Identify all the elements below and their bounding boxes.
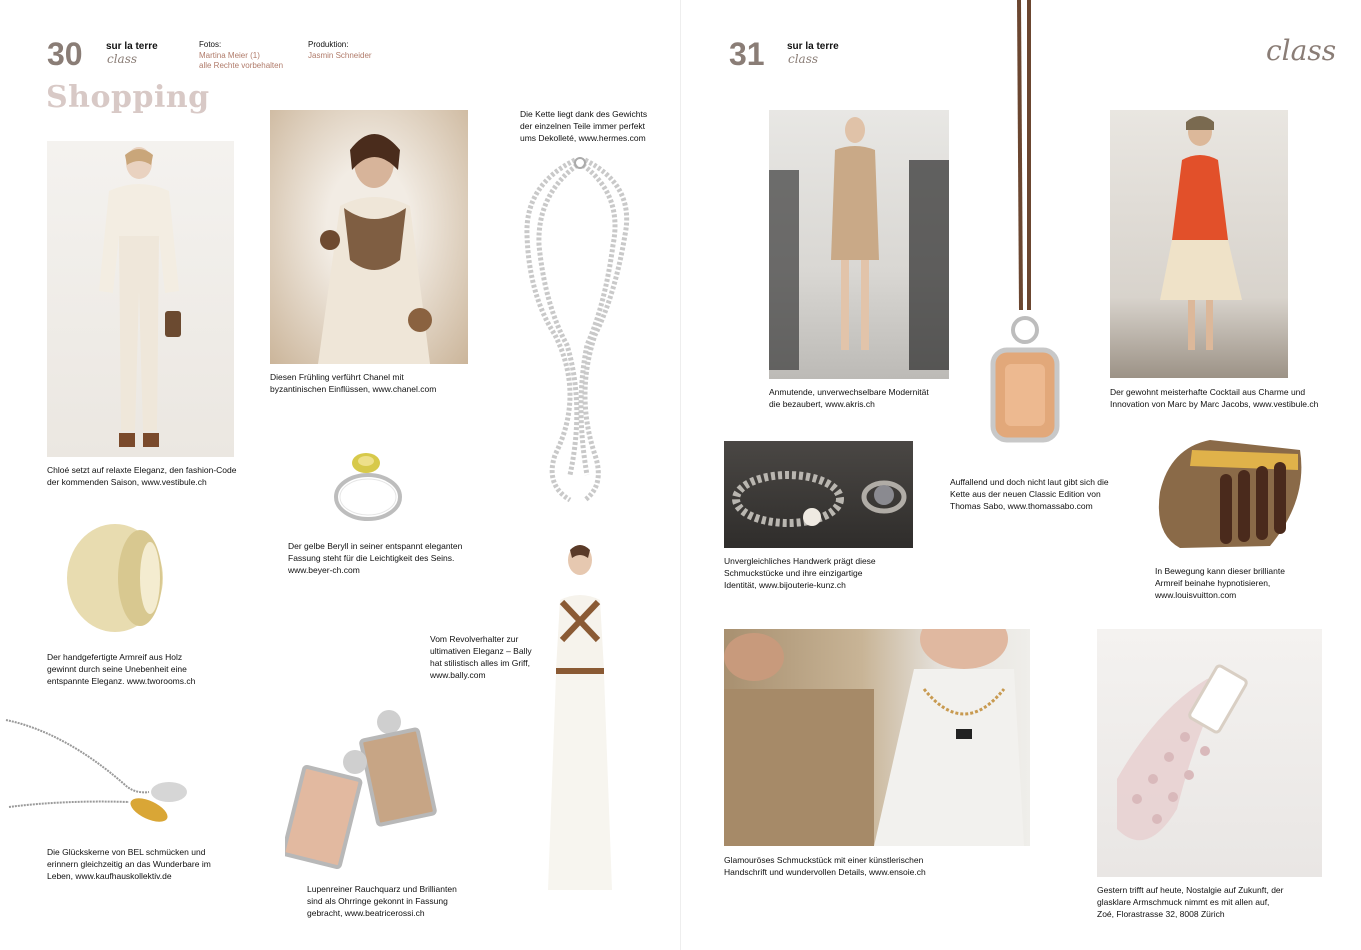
photo-credit-line1: Martina Meier (1) [199,51,260,60]
caption-line: Gestern trifft auf heute, Nostalgie auf Zukunft, der [1097,885,1284,895]
caption-line: In Bewegung kann dieser brilliante [1155,566,1285,576]
caption-sabo [950,476,1109,512]
caption-line: gewinnt durch seine Unebenheit eine [47,664,187,674]
caption-line: Unvergleichliches Handwerk prägt diese [724,556,876,566]
caption-line: www.louisvuitton.com [1155,590,1237,600]
caption-line: Innovation von Marc by Marc Jacobs, www.vestibule.ch [1110,399,1319,409]
magazine-sub-left: class [107,52,138,66]
page-number-right: 31 [729,36,765,72]
caption-bally [430,633,532,681]
sabo-pendant-photo [985,0,1065,450]
class-logo: class [1266,34,1337,67]
caption-line: byzantinischen Einflüssen, www.chanel.com [270,384,437,394]
magazine-sub-right: class [788,52,819,66]
marc-jacobs-runway-photo [1110,110,1288,378]
photo-credit-line2: alle Rechte vorbehalten [199,61,284,70]
kunz-rings-photo [724,441,913,548]
hermes-necklace-photo [515,155,645,505]
caption-line: ums Dekolleté, www.hermes.com [520,133,646,143]
caption-line: Auffallend und doch nicht laut gibt sich die [950,477,1109,487]
caption-line: www.beyer-ch.com [288,565,360,575]
caption-lv [1155,565,1285,601]
caption-line: der kommenden Saison, www.vestibule.ch [47,477,207,487]
caption-line: Chloé setzt auf relaxte Eleganz, den fashion-Code [47,465,237,475]
caption-line: Handschrift und wundervollen Details, www.ensoie.ch [724,867,926,877]
caption-line: Die Glückskerne von BEL schmücken und [47,847,206,857]
caption-line: Armreif beinahe hypnotisieren, [1155,578,1271,588]
caption-line: Schmuckstücke und ihre einzigartige [724,568,863,578]
caption-line: entspannte Eleganz. www.tworooms.ch [47,676,196,686]
wood-bangle-photo [60,520,170,640]
caption-line: Der handgefertigte Armreif aus Holz [47,652,183,662]
caption-hermes [520,108,647,144]
caption-marc [1110,386,1318,410]
caption-line: glasklare Armschmuck nimmt es mit allen auf, [1097,897,1270,907]
beyer-ring-photo [330,445,410,525]
rossi-earrings-photo [285,710,440,875]
caption-line: Der gewohnt meisterhafte Cocktail aus Charme und [1110,387,1306,397]
caption-line: Anmutende, unverwechselbare Modernität [769,387,929,397]
chanel-model-photo [270,110,468,364]
chloe-model-photo [47,141,234,457]
caption-line: Leben, www.kaufhauskollektiv.de [47,871,172,881]
caption-line: die bezaubert, www.akris.ch [769,399,875,409]
caption-rossi [307,883,457,919]
akris-runway-photo [769,110,949,379]
caption-line: Die Kette liegt dank des Gewichts [520,109,648,119]
lv-bangle-photo [1150,430,1310,558]
caption-line: Kette aus der neuen Classic Edition von [950,489,1101,499]
zoe-bracelet-photo [1097,629,1322,877]
caption-chanel [270,371,436,395]
caption-line: Glamouröses Schmuckstück mit einer künstlerischen [724,855,924,865]
page-number-left: 30 [47,36,83,72]
caption-line: der einzelnen Teile immer perfekt [520,121,646,131]
caption-kunz [724,555,876,591]
caption-tworooms [47,651,195,687]
caption-akris [769,386,929,410]
caption-line: Zoé, Florastrasse 32, 8008 Zürich [1097,909,1225,919]
caption-line: www.bally.com [430,670,486,680]
caption-line: ultimativen Eleganz – Bally [430,646,532,656]
caption-bel [47,846,211,882]
caption-ensoie [724,854,926,878]
caption-line: Lupenreiner Rauchquarz und Brillianten [307,884,457,894]
caption-line: gebracht, www.beatricerossi.ch [307,908,425,918]
caption-line: hat stilistisch alles im Griff, [430,658,530,668]
photo-credit-label: Fotos: [199,40,222,49]
production-value: Jasmin Schneider [308,51,372,60]
caption-beyer [288,540,462,576]
caption-line: erinnern gleichzeitig an das Wunderbare im [47,859,211,869]
bel-necklace-photo [4,712,194,832]
caption-line: Thomas Sabo, www.thomassabo.com [950,501,1093,511]
magazine-title-right: sur la terre [787,41,839,52]
caption-line: sind als Ohrringe gekonnt in Fassung [307,896,448,906]
caption-line: Identität, www.bijouterie-kunz.ch [724,580,846,590]
caption-line: Vom Revolverhalter zur [430,634,519,644]
caption-zoe [1097,884,1283,920]
section-title: Shopping [46,80,210,115]
magazine-title-left: sur la terre [106,41,158,52]
caption-line: Diesen Frühling verführt Chanel mit [270,372,404,382]
production-label: Produktion: [308,40,349,49]
ensoie-couple-photo [724,629,1030,846]
caption-line: Der gelbe Beryll in seiner entspannt eleganten [288,541,463,551]
page-gutter [680,0,681,950]
bally-model-photo [530,540,630,892]
caption-chloe [47,464,236,488]
caption-line: Fassung steht für die Leichtigkeit des Seins. [288,553,455,563]
